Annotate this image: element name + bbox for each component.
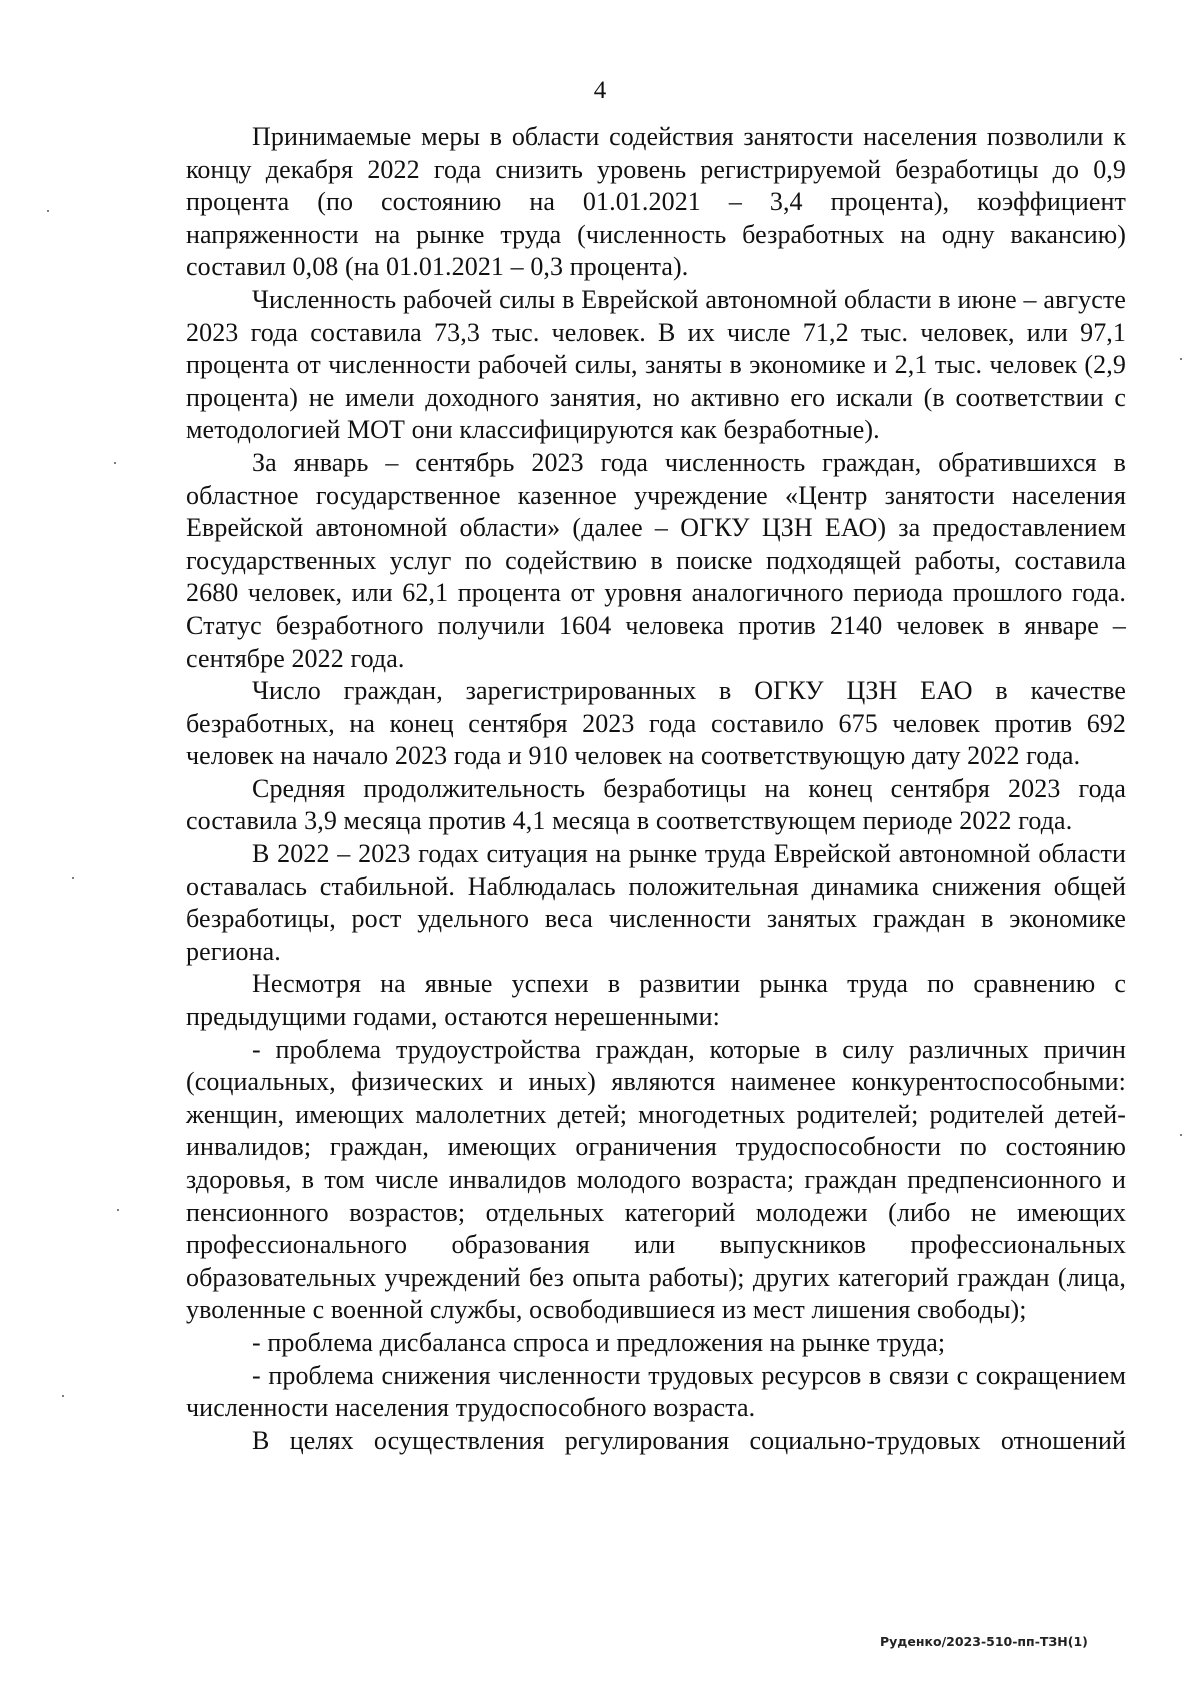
document-reference: Руденко/2023-510-пп-ТЗН(1) xyxy=(880,1634,1088,1649)
paragraph-regulation-goals: В целях осуществления регулирования социально-трудовых отношений xyxy=(252,1425,1126,1455)
scan-speck xyxy=(47,210,49,212)
scan-speck xyxy=(62,1395,64,1397)
list-item-employment-problem: - проблема трудоустройства граждан, которые в силу различных причин (социальных, физических и иных) являются наименее конкурентоспособными: женщин, имеющих малолетних детей; многодетных родителей; родителей детей-инвалидов; граждан, имеющих ограничения трудоспособности по состоянию здоровья, в том числе инвалидов молодого возраста; граждан предпенсионного и пенсионного возрастов; отдельных категорий молодежи (либо не имеющих профессионального образования или выпускников профессиональных образовательных учреждений без опыта работы); других категорий граждан (лица, уволенные с военной службы, освободившиеся из мест лишения свободы); xyxy=(186,1034,1126,1325)
scan-speck xyxy=(72,877,74,879)
scan-speck xyxy=(114,462,116,464)
paragraph-labor-force: Численность рабочей силы в Еврейской автономной области в июне – августе 2023 года составила 73,3 тыс. человек. В их числе 71,2 тыс. человек, или 97,1 процента от численности рабочей силы, заняты в экономике и 2,1 тыс. человек (2,9 процента) не имели доходного занятия, но активно его искали (в соответствии с методологией МОТ они классифицируются как безработные). xyxy=(186,284,1126,445)
page-number: 4 xyxy=(593,77,607,104)
document-body xyxy=(186,121,1126,1457)
paragraph-employment-measures: Принимаемые меры в области содействия занятости населения позволили к концу декабря 2022 года снизить уровень регистрируемой безработицы до 0,9 процента (по состоянию на 01.01.2021 – 3,4 процента), коэффициент напряженности на рынке труда (численность безработных на одну вакансию) составил 0,08 (на 01.01.2021 – 0,3 процента). xyxy=(186,122,1126,282)
scan-speck xyxy=(1180,1134,1182,1136)
paragraph-labor-market-situation: В 2022 – 2023 годах ситуация на рынке труда Еврейской автономной области оставалась стабильной. Наблюдалась положительная динамика снижения общей безработицы, рост удельного веса численности занятых граждан в экономике региона. xyxy=(186,839,1126,966)
scan-speck xyxy=(117,1209,119,1211)
scan-speck xyxy=(1180,358,1182,360)
paragraph-registered-unemployed: Число граждан, зарегистрированных в ОГКУ ЦЗН ЕАО в качестве безработных, на конец сентября 2023 года составило 675 человек против 692 человек на начало 2023 года и 910 человек на соответствующую дату 2022 года. xyxy=(186,676,1126,771)
paragraph-unresolved-issues: Несмотря на явные успехи в развитии рынка труда по сравнению с предыдущими годами, остаются нерешенными: xyxy=(186,969,1126,1032)
list-item-labor-resources-problem: - проблема снижения численности трудовых ресурсов в связи с сокращением численности населения трудоспособного возраста. xyxy=(186,1360,1126,1423)
paragraph-unemployment-duration: Средняя продолжительность безработицы на конец сентября 2023 года составила 3,9 месяца против 4,1 месяца в соответствующем периоде 2022 года. xyxy=(186,773,1126,836)
paragraph-job-seekers: За январь – сентябрь 2023 года численность граждан, обратившихся в областное государственное казенное учреждение «Центр занятости населения Еврейской автономной области» (далее – ОГКУ ЦЗН ЕАО) за предоставлением государственных услуг по содействию в поиске подходящей работы, составила 2680 человек, или 62,1 процента от уровня аналогичного периода прошлого года. Статус безработного получили 1604 человека против 2140 человек в январе – сентябре 2022 года. xyxy=(186,447,1126,673)
list-item-imbalance-problem: - проблема дисбаланса спроса и предложения на рынке труда; xyxy=(252,1327,946,1357)
